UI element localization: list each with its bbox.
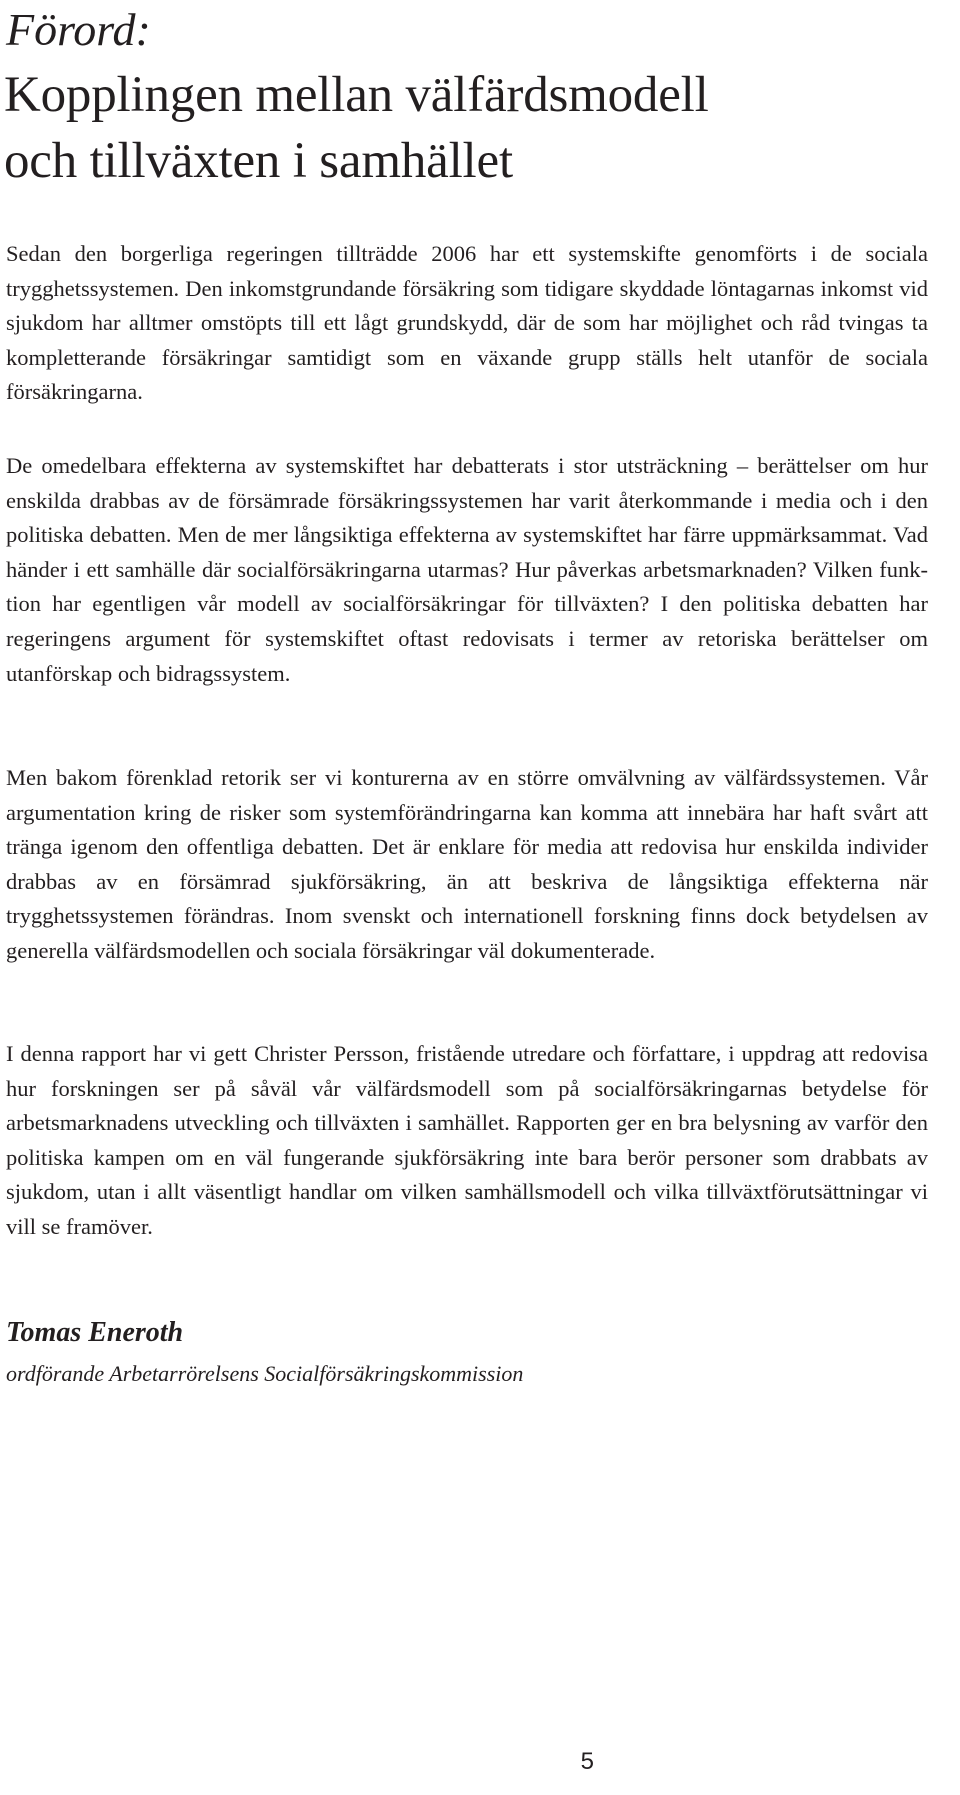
signature-name: Tomas Eneroth (6, 1317, 184, 1348)
paragraph-2: De omedelbara effekterna av systemskiftet har debatterats i stor utsträckning – berättelser om hur enskilda drabbas av de försämrade försäkringssystemen har varit återkommande i media och i den politiska debatten. Men de mer långsiktiga effekterna av systemskiftet har färre uppmärksammat. Vad händer i ett samhälle där socialförsäkringarna utarmas? Hur påverkas arbetsmarknaden? Vilken funktion har egentligen vår modell av socialförsäkringar för tillväxten? I den politiska debatten har regeringens argument för systemskiftet oftast redovisats i termer av retoriska berättelser om utanförskap och bidragssystem. (6, 453, 928, 686)
page-title-line-2: och tillväxten i samhället (4, 133, 513, 189)
page-title-line-1: Kopplingen mellan välfärdsmodell (4, 67, 709, 123)
paragraph-3: Men bakom förenklad retorik ser vi konturerna av en större omvälvning av välfärdssystemen. Vår argumentation kring de risker som systemförändringarna kan komma att innebära har haft svårt att tränga igenom den offentliga debatten. Det är enklare för media att redovisa hur enskilda individer drabbas av en försämrad sjukförsäkring, än att beskriva de långsiktiga effekterna när trygghetssystemen förändras. Inom svenskt och internationell forskning finns dock betydelsen av generella välfärdsmodellen och sociala försäkringar väl dokumenterade. (6, 765, 928, 963)
paragraph-1: Sedan den borgerliga regeringen tillträdde 2006 har ett systemskifte genomförts i de sociala trygghetssystemen. Den inkomstgrundande försäkring som tidigare skyddade löntagarnas inkomst vid sjukdom har alltmer omstöpts till ett lågt grundskydd, där de som har möjlighet och råd tvingas ta kompletterande försäkringar samtidigt som en växande grupp ställs helt utanför de sociala försäkringarna. (6, 241, 928, 405)
page-title (4, 62, 904, 194)
page-number: 5 (580, 1748, 594, 1775)
section-kicker: Förord: (6, 4, 151, 55)
paragraph-4: I denna rapport har vi gett Christer Persson, fristående utredare och författare, i uppdrag att redovisa hur forskningen ser på såväl vår välfärdsmodell som på socialförsäkringarnas betydelse för arbetsmarknadens utveckling och tillväxten i samhället. Rapporten ger en bra belysning av varför den politiska kampen om en väl fungerande sjukförsäkring inte bara berör personer som drabbats av sjukdom, utan i allt väsentligt handlar om vilken samhällsmodell och vilka tillväxtförutsättningar vi vill se framöver. (6, 1041, 928, 1239)
signature-role: ordförande Arbetarrörelsens Socialförsäkringskommission (6, 1361, 524, 1386)
page-number-row (0, 1747, 960, 1777)
